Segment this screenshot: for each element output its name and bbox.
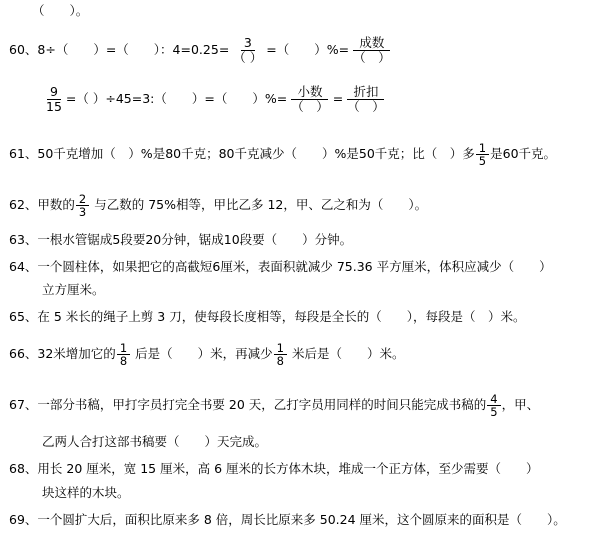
fraction-denominator: （ ） [233, 50, 263, 65]
text-segment: 米后是（ ）米。 [291, 346, 405, 361]
fraction-2-over-3 [76, 193, 89, 218]
fraction-1-over-5 [476, 142, 489, 167]
problem-64-line-2: 立方厘米。 [42, 282, 105, 297]
problem-68-line-2: 块这样的木块。 [42, 485, 130, 500]
problem-66 [9, 342, 405, 367]
fraction-denominator: （ ） [347, 99, 385, 114]
fraction-3-over-blank [230, 36, 265, 65]
problem-67-line-2: 乙两人合打这部书稿要（ ）天完成。 [42, 434, 268, 449]
text-segment: =（ ）%= [266, 42, 350, 57]
text-segment: 67、一部分书稿，甲打字员打完全书要 20 天，乙打字员用同样的时间只能完成书稿的 [9, 397, 487, 412]
fraction-denominator: 15 [46, 99, 62, 114]
line-previous-blank: （ ）。 [32, 3, 89, 18]
problem-60-line-1 [9, 36, 395, 65]
fraction-denominator: 3 [78, 205, 87, 219]
text-segment: 62、甲数的 [9, 197, 75, 212]
problem-64-line-1: 64、一个圆柱体，如果把它的高截短6厘米，表面积就减少 75.36 平方厘米，体积应减少（ ） [9, 259, 552, 274]
fraction-numerator: 小数 [291, 85, 328, 100]
text-segment: 是60千克。 [490, 146, 557, 161]
fraction-denominator: （ ） [353, 50, 391, 65]
fraction-denominator: 5 [478, 154, 487, 168]
text-segment: ，甲、 [501, 397, 540, 412]
fraction-1-over-8 [117, 342, 130, 367]
fraction-zhekou [344, 85, 388, 114]
fraction-1-over-8-second [274, 342, 287, 367]
text-segment: 后是（ ）米，再减少 [135, 346, 273, 361]
problem-62 [9, 193, 427, 218]
problem-68-line-1: 68、用长 20 厘米，宽 15 厘米，高 6 厘米的长方体木块，堆成一个正方体，至少需要（ ） [9, 461, 539, 476]
problem-67-line-1 [9, 393, 539, 418]
fraction-numerator: 2 [76, 193, 89, 206]
fraction-numerator: 1 [274, 342, 287, 355]
text-segment: =（ ）÷45=3:（ ）=（ ）%= [65, 91, 288, 106]
text-segment: 61、50千克增加（ ）%是80千克；80千克减少（ ）%是50千克；比（ ）多 [9, 146, 475, 161]
fraction-xiaoshu [288, 85, 332, 114]
fraction-numerator: 1 [476, 142, 489, 155]
fraction-denominator: 8 [276, 354, 284, 368]
fraction-4-over-5 [487, 393, 500, 418]
problem-61 [9, 142, 556, 167]
fraction-numerator: 成数 [353, 36, 390, 51]
problem-69: 69、一个圆扩大后，面积比原来多 8 倍，周长比原来多 50.24 厘米，这个圆原来的面积是（ ）。 [9, 512, 566, 527]
problem-63: 63、一根水管锯成5段要20分钟，锯成10段要（ ）分钟。 [9, 232, 353, 247]
text-segment: 60、8÷（ ）=（ ）：4=0.25= [9, 42, 230, 57]
fraction-numerator: 1 [117, 342, 130, 355]
text-segment: = [332, 91, 344, 106]
fraction-numerator: 折扣 [347, 85, 384, 100]
fraction-denominator: 8 [119, 354, 128, 368]
text-segment: 66、32米增加它的 [9, 346, 116, 361]
fraction-9-over-15 [43, 85, 65, 114]
fraction-denominator: （ ） [291, 99, 329, 114]
fraction-numerator: 9 [47, 85, 61, 100]
fraction-numerator: 3 [241, 36, 255, 51]
problem-60-line-2 [42, 85, 389, 114]
fraction-chengshu [350, 36, 394, 65]
problem-65: 65、在 5 米长的绳子上剪 3 刀，使每段长度相等，每段是全长的（ ），每段是（ ）米。 [9, 309, 526, 324]
fraction-denominator: 5 [490, 405, 498, 419]
fraction-numerator: 4 [487, 393, 500, 406]
text-segment: 与乙数的 75%相等，甲比乙多 12，甲、乙之和为（ ）。 [94, 197, 428, 212]
